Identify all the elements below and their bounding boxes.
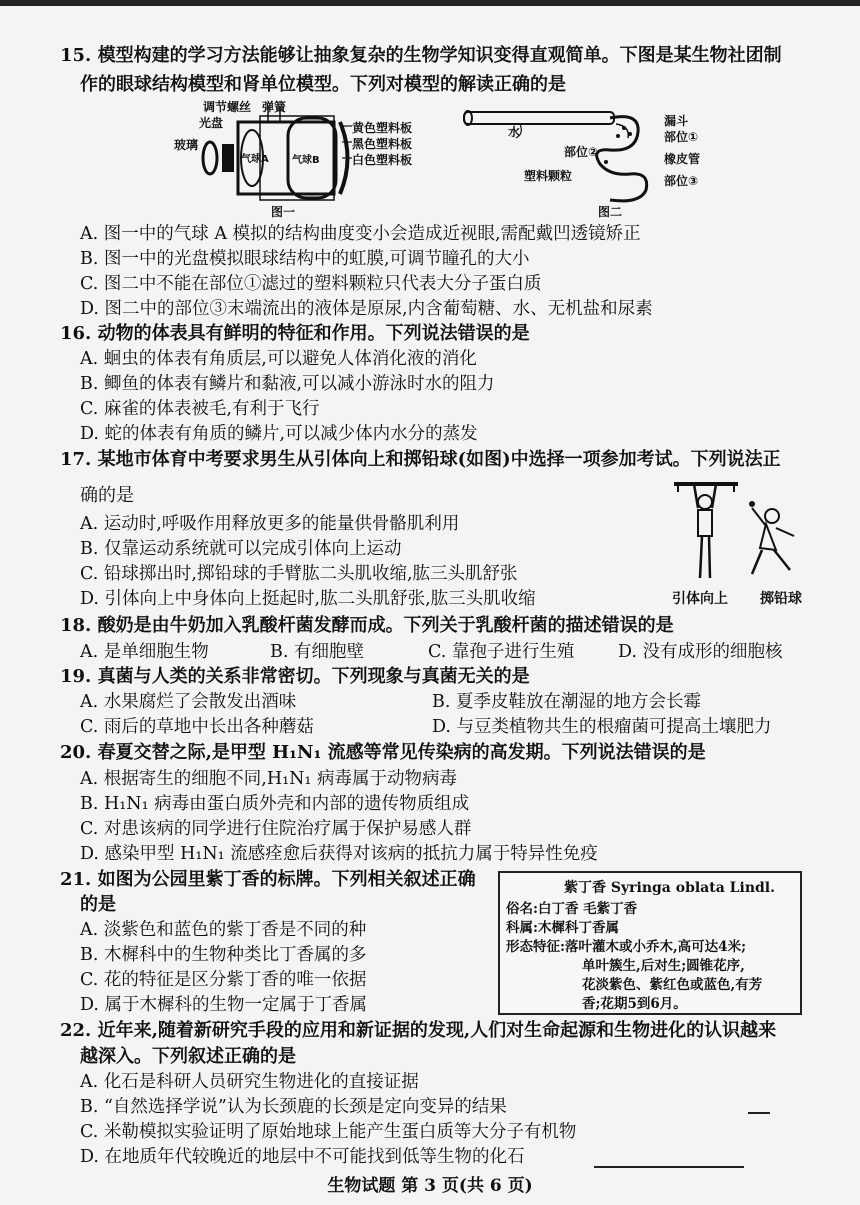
q21-option-c: C. 花的特征是区分紫丁香的唯一依据 <box>80 970 367 990</box>
label-rubber-tube: 橡皮管 <box>664 152 701 166</box>
q15-option-c: C. 图二中不能在部位①滤过的塑料颗粒只代表大分子蛋白质 <box>80 274 542 294</box>
label-glass: 玻璃 <box>174 138 199 152</box>
q22-option-c: C. 米勒模拟实验证明了原始地球上能产生蛋白质等大分子有机物 <box>80 1122 577 1142</box>
q15-stem-line2: 作的眼球结构模型和肾单位模型。下列对模型的解读正确的是 <box>80 74 566 95</box>
q22-stem-line1: 22. 近年来,随着新研究手段的应用和新证据的发现,人们对生命起源和生物进化的认识越来 <box>60 1020 777 1041</box>
q17-stem-line2: 确的是 <box>80 485 134 506</box>
q21-option-b: B. 木樨科中的生物种类比丁香属的多 <box>80 945 367 965</box>
q20-option-b: B. H₁N₁ 病毒由蛋白质外壳和内部的遗传物质组成 <box>80 794 470 814</box>
label-part-1: 部位① <box>664 130 699 144</box>
q21-option-a: A. 淡紫色和蓝色的紫丁香是不同的种 <box>80 920 367 940</box>
q18-option-b: B. 有细胞壁 <box>270 642 364 662</box>
sign-title: 紫丁香 Syringa oblata Lindl. <box>564 880 775 896</box>
q21-option-d: D. 属于木樨科的生物一定属于丁香属 <box>80 995 368 1015</box>
q21-stem-line2: 的是 <box>80 894 116 915</box>
q21-stem-line1: 21. 如图为公园里紫丁香的标牌。下列相关叙述正确 <box>60 869 476 890</box>
nephron-model-figure <box>460 104 660 214</box>
label-adjust-screw: 调节螺丝 <box>203 100 252 114</box>
q20-option-c: C. 对患该病的同学进行住院治疗属于保护易感人群 <box>80 819 472 839</box>
q19-stem: 19. 真菌与人类的关系非常密切。下列现象与真菌无关的是 <box>60 666 530 687</box>
q16-option-a: A. 蛔虫的体表有角质层,可以避免人体消化液的消化 <box>80 349 477 369</box>
q19-option-d: D. 与豆类植物共生的根瘤菌可提高土壤肥力 <box>432 717 772 737</box>
q16-option-c: C. 麻雀的体表被毛,有利于飞行 <box>80 399 320 419</box>
top-border <box>0 0 860 6</box>
q15-option-a: A. 图一中的气球 A 模拟的结构曲度变小会造成近视眼,需配戴凹透镜矫正 <box>80 224 641 244</box>
q19-option-c: C. 雨后的草地中长出各种蘑菇 <box>80 717 314 737</box>
label-balloon-b: 气球B <box>292 155 320 166</box>
sign-common-name: 俗名:白丁香 毛紫丁香 <box>506 901 638 917</box>
sign-family-genus: 科属:木樨科丁香属 <box>506 920 619 936</box>
q16-option-b: B. 鲫鱼的体表有鳞片和黏液,可以减小游泳时水的阻力 <box>80 374 495 394</box>
pen-underline <box>594 1166 744 1168</box>
label-water: 水 <box>508 125 521 139</box>
q17-option-c: C. 铅球掷出时,掷铅球的手臂肱二头肌收缩,肱三头肌舒张 <box>80 564 518 584</box>
q20-option-a: A. 根据寄生的细胞不同,H₁N₁ 病毒属于动物病毒 <box>80 769 457 789</box>
q17-option-d: D. 引体向上中身体向上挺起时,肱二头肌舒张,肱三头肌收缩 <box>80 589 536 609</box>
label-part-3: 部位③ <box>664 174 699 188</box>
label-shotput: 掷铅球 <box>760 591 802 607</box>
label-balloon-a: 气球A <box>241 154 269 165</box>
q19-option-b: B. 夏季皮鞋放在潮湿的地方会长霉 <box>432 692 701 712</box>
q17-option-b: B. 仅靠运动系统就可以完成引体向上运动 <box>80 539 402 559</box>
label-part-2: 部位② <box>564 145 599 159</box>
plant-name-sign <box>498 871 802 1015</box>
pen-mark <box>748 1112 770 1114</box>
q17-stem-line1: 17. 某地市体育中考要求男生从引体向上和掷铅球(如图)中选择一项参加考试。下列说法正 <box>60 449 781 470</box>
page-footer: 生物试题 第 3 页(共 6 页) <box>327 1176 533 1196</box>
sign-features-3: 花淡紫色、紫红色或蓝色,有芳 <box>582 977 763 993</box>
q20-stem: 20. 春夏交替之际,是甲型 H₁N₁ 流感等常见传染病的高发期。下列说法错误的是 <box>60 742 706 763</box>
label-spring: 弹簧 <box>262 100 287 114</box>
q16-option-d: D. 蛇的体表有角质的鳞片,可以减少体内水分的蒸发 <box>80 424 478 444</box>
q22-option-d: D. 在地质年代较晚近的地层中不可能找到低等生物的化石 <box>80 1147 525 1167</box>
label-funnel: 漏斗 <box>664 114 689 128</box>
q15-option-b: B. 图一中的光盘模拟眼球结构中的虹膜,可调节瞳孔的大小 <box>80 249 530 269</box>
q19-option-a: A. 水果腐烂了会散发出酒味 <box>80 692 297 712</box>
label-plastic-pellets: 塑料颗粒 <box>524 169 573 183</box>
q16-stem: 16. 动物的体表具有鲜明的特征和作用。下列说法错误的是 <box>60 323 530 344</box>
q15-stem-line1: 15. 模型构建的学习方法能够让抽象复杂的生物学知识变得直观简单。下图是某生物社团制 <box>60 45 782 66</box>
figure1-caption: 图一 <box>271 205 296 219</box>
q22-option-b: B. “自然选择学说”认为长颈鹿的长颈是定向变异的结果 <box>80 1097 507 1117</box>
q18-option-c: C. 靠孢子进行生殖 <box>428 642 575 662</box>
sign-features-4: 香;花期5到6月。 <box>582 996 687 1012</box>
q18-stem: 18. 酸奶是由牛奶加入乳酸杆菌发酵而成。下列关于乳酸杆菌的描述错误的是 <box>60 615 674 636</box>
q20-option-d: D. 感染甲型 H₁N₁ 流感痊愈后获得对该病的抵抗力属于特异性免疫 <box>80 844 598 864</box>
label-pullup: 引体向上 <box>672 591 728 607</box>
sign-features-2: 单叶簇生,后对生;圆锥花序, <box>582 958 745 974</box>
q22-option-a: A. 化石是科研人员研究生物进化的直接证据 <box>80 1072 419 1092</box>
figure2-caption: 图二 <box>598 205 623 219</box>
q18-option-d: D. 没有成形的细胞核 <box>618 642 783 662</box>
q17-option-a: A. 运动时,呼吸作用释放更多的能量供骨骼肌利用 <box>80 514 460 534</box>
sign-features-1: 形态特征:落叶灌木或小乔木,高可达4米; <box>506 939 747 955</box>
label-white-board: 白色塑料板 <box>352 153 413 167</box>
label-yellow-board: 黄色塑料板 <box>352 121 413 135</box>
label-black-board: 黑色塑料板 <box>352 137 413 151</box>
q15-option-d: D. 图二中的部位③末端流出的液体是原尿,内含葡萄糖、水、无机盐和尿素 <box>80 299 653 319</box>
q22-stem-line2: 越深入。下列叙述正确的是 <box>80 1046 296 1067</box>
label-disc: 光盘 <box>199 116 224 130</box>
pullup-shotput-figure <box>668 478 848 586</box>
q18-option-a: A. 是单细胞生物 <box>80 642 209 662</box>
